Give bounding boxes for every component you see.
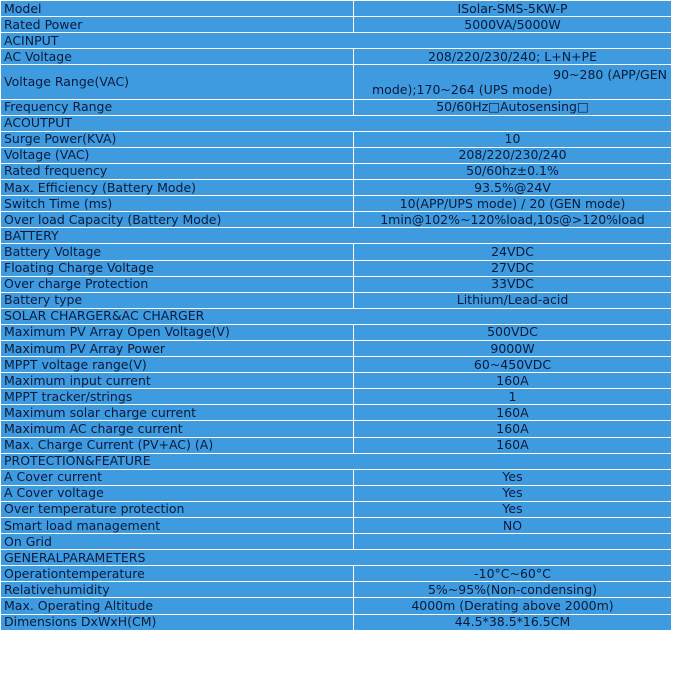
- spec-row: [1, 1, 672, 17]
- spec-label: Maximum PV Array Power: [1, 340, 354, 356]
- spec-value: 44.5*38.5*16.5CM: [354, 614, 672, 630]
- spec-value: 93.5%@24V: [354, 180, 672, 196]
- spec-row: [1, 534, 672, 550]
- spec-value: 10: [354, 131, 672, 147]
- spec-value: [354, 534, 672, 550]
- spec-label: Rated Power: [1, 17, 354, 33]
- section-title: BATTERY: [1, 228, 672, 244]
- spec-value: -10°C~60°C: [354, 566, 672, 582]
- spec-label: A Cover voltage: [1, 485, 354, 501]
- spec-value: 10(APP/UPS mode) / 20 (GEN mode): [354, 196, 672, 212]
- spec-label: Max. Operating Altitude: [1, 598, 354, 614]
- spec-label: Voltage Range(VAC): [1, 65, 354, 99]
- spec-value: 4000m (Derating above 2000m): [354, 598, 672, 614]
- spec-row: [1, 469, 672, 485]
- spec-row: [1, 260, 672, 276]
- spec-value: 208/220/230/240: [354, 147, 672, 163]
- spec-row: [1, 501, 672, 517]
- spec-value-line2: mode);170~264 (UPS mode): [372, 81, 553, 97]
- spec-label: Voltage (VAC): [1, 147, 354, 163]
- spec-label: Rated frequency: [1, 163, 354, 179]
- section-title: PROTECTION&FEATURE: [1, 453, 672, 469]
- spec-row: [1, 65, 672, 99]
- spec-label: Maximum AC charge current: [1, 421, 354, 437]
- spec-value: ISolar-SMS-5KW-P: [354, 1, 672, 17]
- spec-row: [1, 389, 672, 405]
- spec-row: [1, 340, 672, 356]
- spec-row: [1, 163, 672, 179]
- spec-label: Surge Power(KVA): [1, 131, 354, 147]
- spec-value: 60~450VDC: [354, 357, 672, 373]
- spec-label: MPPT voltage range(V): [1, 357, 354, 373]
- spec-row: [1, 244, 672, 260]
- spec-row: [1, 357, 672, 373]
- spec-value: Lithium/Lead-acid: [354, 292, 672, 308]
- spec-value: 160A: [354, 421, 672, 437]
- spec-label: Maximum solar charge current: [1, 405, 354, 421]
- spec-row: [1, 131, 672, 147]
- spec-label: AC Voltage: [1, 49, 354, 65]
- spec-value: 208/220/230/240; L+N+PE: [354, 49, 672, 65]
- section-header-row: [1, 228, 672, 244]
- section-title: ACINPUT: [1, 33, 672, 49]
- spec-label: Dimensions DxWxH(CM): [1, 614, 354, 630]
- spec-label: Frequency Range: [1, 99, 354, 115]
- spec-table-body: [1, 1, 672, 631]
- spec-value: 160A: [354, 405, 672, 421]
- spec-value: 9000W: [354, 340, 672, 356]
- spec-value: 500VDC: [354, 324, 672, 340]
- spec-value: 33VDC: [354, 276, 672, 292]
- section-title: SOLAR CHARGER&AC CHARGER: [1, 308, 672, 324]
- spec-value: [354, 65, 672, 99]
- spec-row: [1, 99, 672, 115]
- spec-value: 1min@102%~120%load,10s@>120%load: [354, 212, 672, 228]
- spec-value: Yes: [354, 469, 672, 485]
- spec-label: Floating Charge Voltage: [1, 260, 354, 276]
- spec-row: [1, 196, 672, 212]
- spec-label: Maximum input current: [1, 373, 354, 389]
- spec-row: [1, 421, 672, 437]
- spec-row: [1, 566, 672, 582]
- spec-row: [1, 518, 672, 534]
- spec-value: 50/60hz±0.1%: [354, 163, 672, 179]
- spec-row: [1, 212, 672, 228]
- spec-row: [1, 147, 672, 163]
- section-header-row: [1, 550, 672, 566]
- spec-value: 160A: [354, 437, 672, 453]
- spec-value: 160A: [354, 373, 672, 389]
- spec-value-line1: 90~280 (APP/GEN: [553, 66, 667, 82]
- spec-row: [1, 485, 672, 501]
- spec-label: Over load Capacity (Battery Mode): [1, 212, 354, 228]
- spec-row: [1, 598, 672, 614]
- spec-label: Over temperature protection: [1, 501, 354, 517]
- spec-value: 5%~95%(Non-condensing): [354, 582, 672, 598]
- spec-value: 1: [354, 389, 672, 405]
- spec-value: Yes: [354, 501, 672, 517]
- spec-value: 27VDC: [354, 260, 672, 276]
- spec-value: 24VDC: [354, 244, 672, 260]
- section-header-row: [1, 308, 672, 324]
- spec-label: On Grid: [1, 534, 354, 550]
- spec-label: Operationtemperature: [1, 566, 354, 582]
- spec-value: Yes: [354, 485, 672, 501]
- spec-row: [1, 614, 672, 630]
- spec-value: NO: [354, 518, 672, 534]
- spec-label: Maximum PV Array Open Voltage(V): [1, 324, 354, 340]
- spec-label: Over charge Protection: [1, 276, 354, 292]
- spec-label: Model: [1, 1, 354, 17]
- section-header-row: [1, 115, 672, 131]
- spec-row: [1, 582, 672, 598]
- spec-label: Max. Efficiency (Battery Mode): [1, 180, 354, 196]
- spec-row: [1, 49, 672, 65]
- spec-row: [1, 180, 672, 196]
- spec-row: [1, 324, 672, 340]
- spec-row: [1, 437, 672, 453]
- section-header-row: [1, 33, 672, 49]
- spec-label: Switch Time (ms): [1, 196, 354, 212]
- spec-label: MPPT tracker/strings: [1, 389, 354, 405]
- spec-label: A Cover current: [1, 469, 354, 485]
- spec-row: [1, 405, 672, 421]
- spec-row: [1, 292, 672, 308]
- spec-label: Relativehumidity: [1, 582, 354, 598]
- spec-label: Smart load management: [1, 518, 354, 534]
- spec-row: [1, 276, 672, 292]
- spec-label: Battery type: [1, 292, 354, 308]
- section-title: ACOUTPUT: [1, 115, 672, 131]
- section-title: GENERALPARAMETERS: [1, 550, 672, 566]
- spec-label: Battery Voltage: [1, 244, 354, 260]
- spec-row: [1, 373, 672, 389]
- spec-label: Max. Charge Current (PV+AC) (A): [1, 437, 354, 453]
- spec-value: 5000VA/5000W: [354, 17, 672, 33]
- section-header-row: [1, 453, 672, 469]
- spec-value: 50/60Hz□Autosensing□: [354, 99, 672, 115]
- spec-row: [1, 17, 672, 33]
